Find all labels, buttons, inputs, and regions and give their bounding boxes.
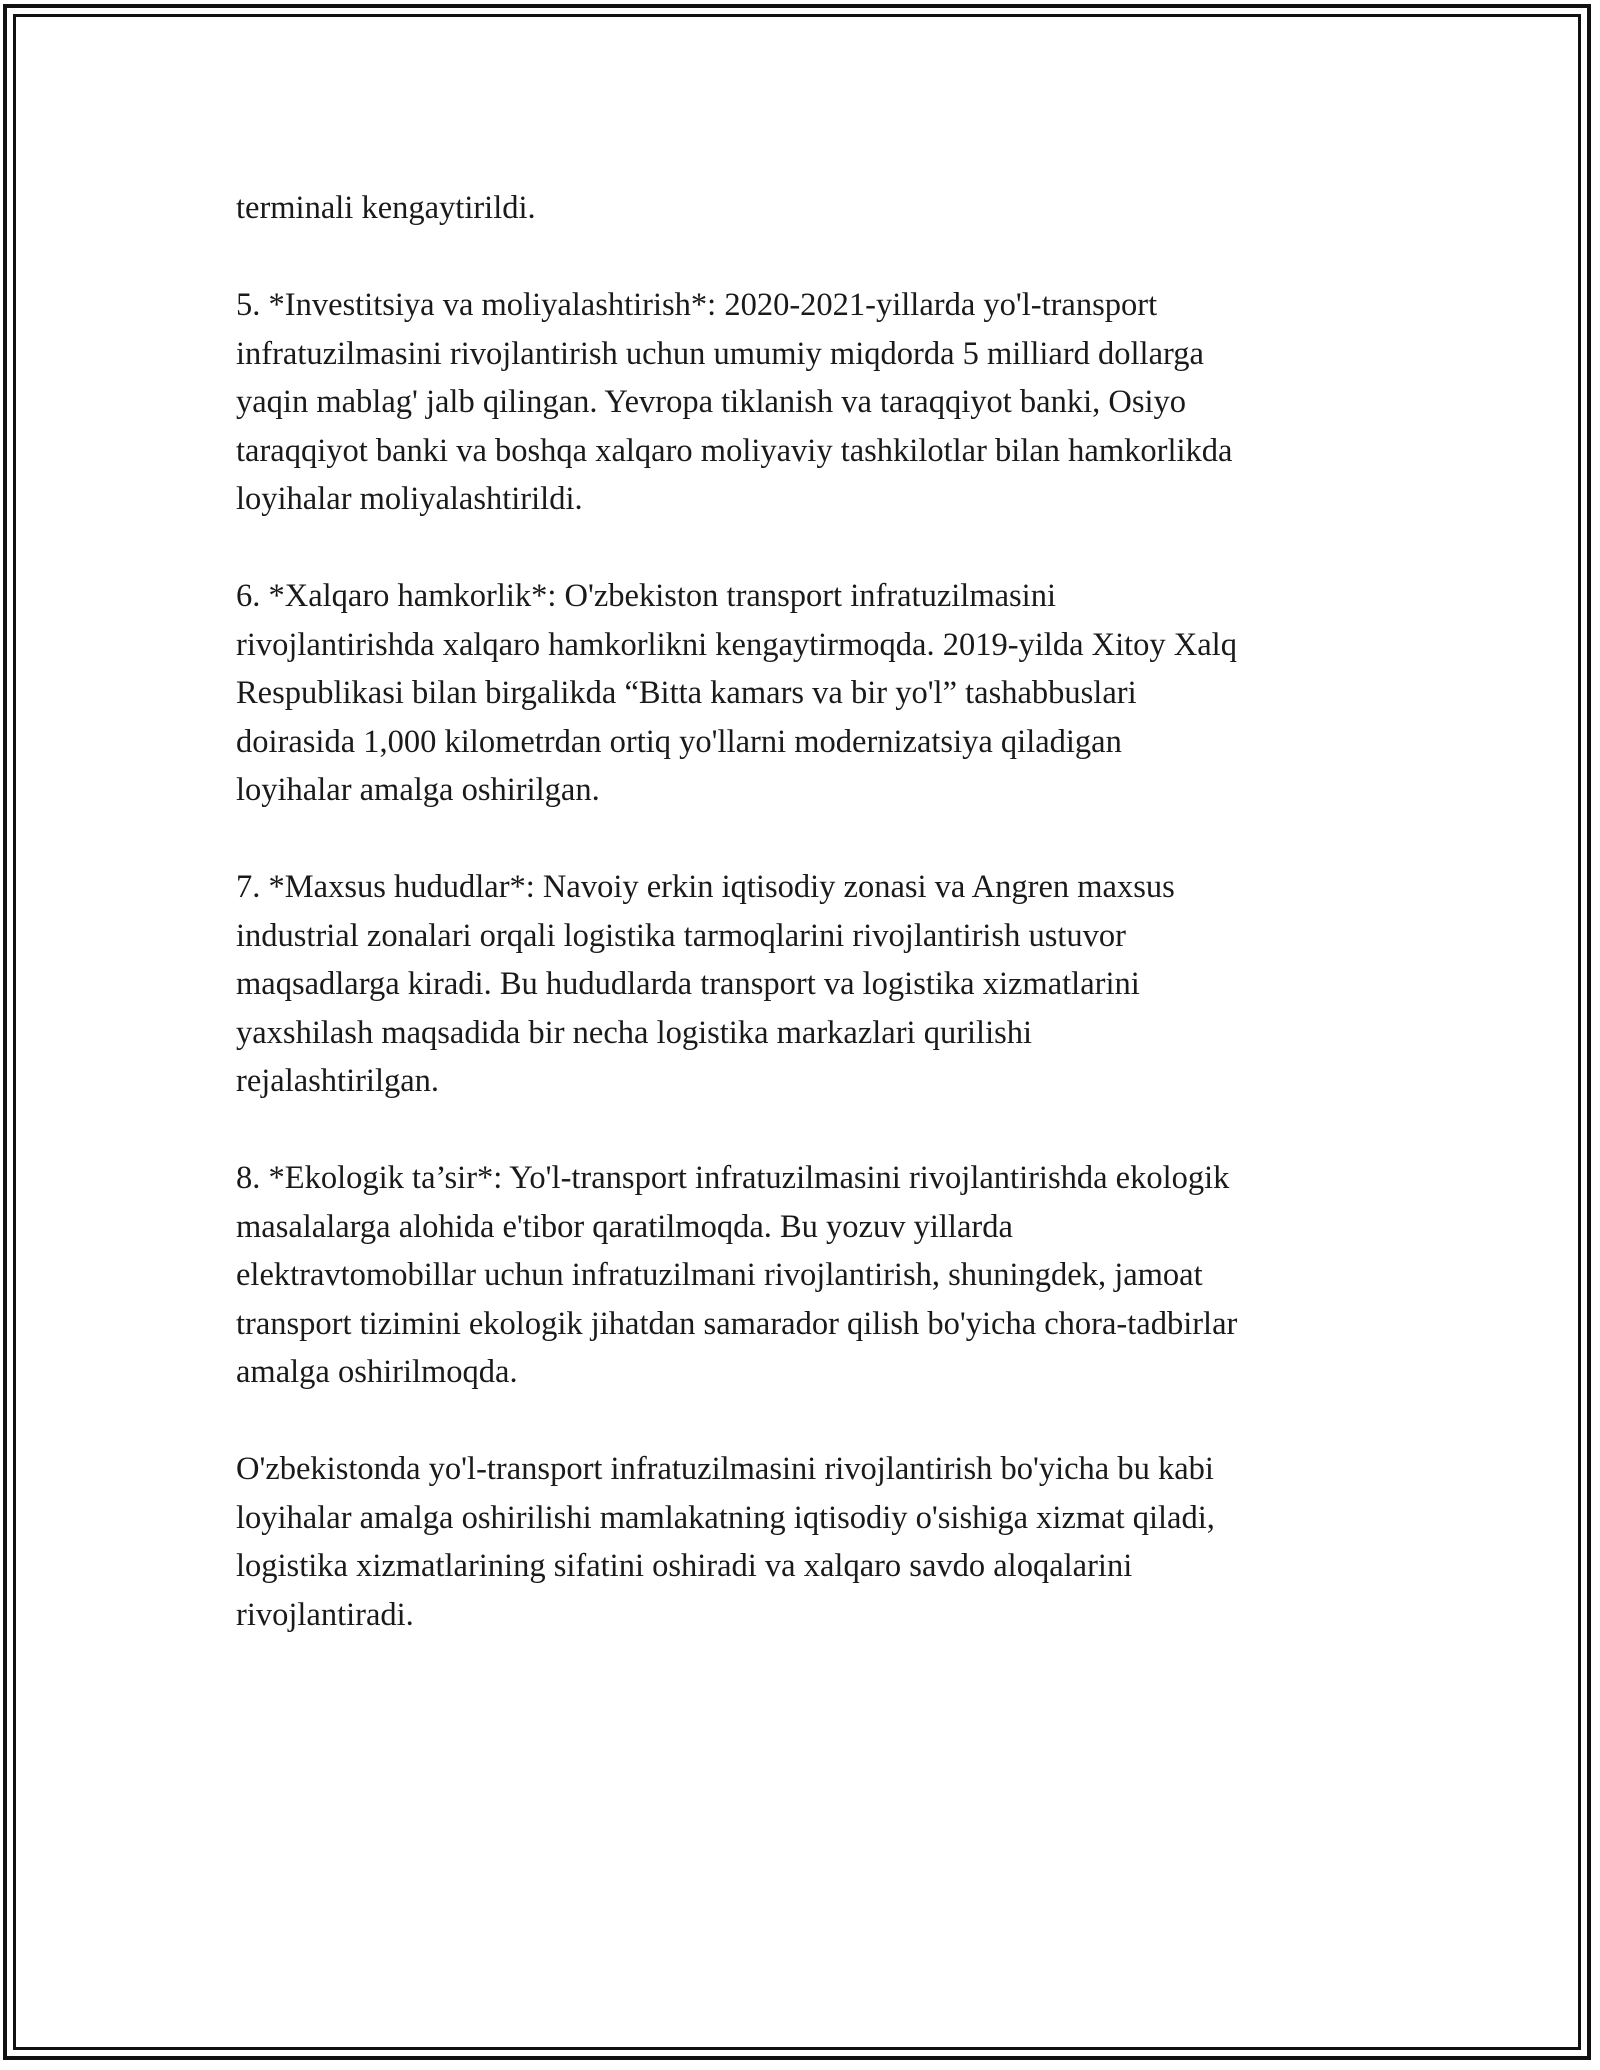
text-line: yaxshilash maqsadida bir necha logistika markazlari qurilishi [236,1014,1033,1051]
text-line: infratuzilmasini rivojlantirish uchun umumiy miqdorda 5 milliard dollarga [236,335,1204,372]
text-line: taraqqiyot banki va boshqa xalqaro moliyaviy tashkilotlar bilan hamkorlikda [236,432,1233,469]
text-line: yaqin mablag' jalb qilingan. Yevropa tiklanish va taraqqiyot banki, Osiyo [236,384,1187,420]
paragraph-conclusion [236,1445,1376,1639]
paragraph-investment [236,281,1376,524]
text-line: masalalarga alohida e'tibor qaratilmoqda. Bu yozuv yillarda [236,1208,1013,1245]
text-line: amalga oshirilmoqda. [236,1354,518,1390]
text-line: terminali kengaytirildi. [236,190,536,226]
text-line: rejalashtirilgan. [236,1063,440,1099]
text-line: doirasida 1,000 kilometrdan ortiq yo'llarni modernizatsiya qiladigan [236,723,1122,760]
paragraph-continuation [236,184,1376,233]
text-line: logistika xizmatlarining sifatini oshiradi va xalqaro savdo aloqalarini [236,1548,1133,1584]
text-line: 8. *Ekologik ta’sir*: Yo'l-transport infratuzilmasini rivojlantirishda ekologik [236,1160,1230,1196]
text-line: Respublikasi bilan birgalikda “Bitta kamars va bir yo'l” tashabbuslari [236,675,1137,711]
text-line: loyihalar amalga oshirilishi mamlakatning iqtisodiy o'sishiga xizmat qiladi, [236,1499,1215,1536]
text-line: elektravtomobillar uchun infratuzilmani rivojlantirish, shuningdek, jamoat [236,1257,1203,1293]
text-line: loyihalar amalga oshirilgan. [236,772,600,808]
text-line: rivojlantirishda xalqaro hamkorlikni kengaytirmoqda. 2019-yilda Xitoy Xalq [236,626,1237,663]
text-line: 5. *Investitsiya va moliyalashtirish*: 2020-2021-yillarda yo'l-transport [236,287,1158,323]
text-line: maqsadlarga kiradi. Bu hududlarda transport va logistika xizmatlarini [236,966,1140,1002]
document-body [236,184,1376,1688]
text-line: loyihalar moliyalashtirildi. [236,481,583,517]
text-line: O'zbekistonda yo'l-transport infratuzilmasini rivojlantirish bo'yicha bu kabi [236,1451,1214,1487]
text-line: 6. *Xalqaro hamkorlik*: O'zbekiston transport infratuzilmasini [236,578,1056,614]
paragraph-special-zones [236,863,1376,1106]
paragraph-international-cooperation [236,572,1376,815]
text-line: industrial zonalari orqali logistika tarmoqlarini rivojlantirish ustuvor [236,917,1126,954]
paragraph-ecological-impact [236,1154,1376,1397]
text-line: 7. *Maxsus hududlar*: Navoiy erkin iqtisodiy zonasi va Angren maxsus [236,869,1175,905]
text-line: rivojlantiradi. [236,1596,414,1633]
text-line: transport tizimini ekologik jihatdan samarador qilish bo'yicha chora-tadbirlar [236,1305,1238,1342]
